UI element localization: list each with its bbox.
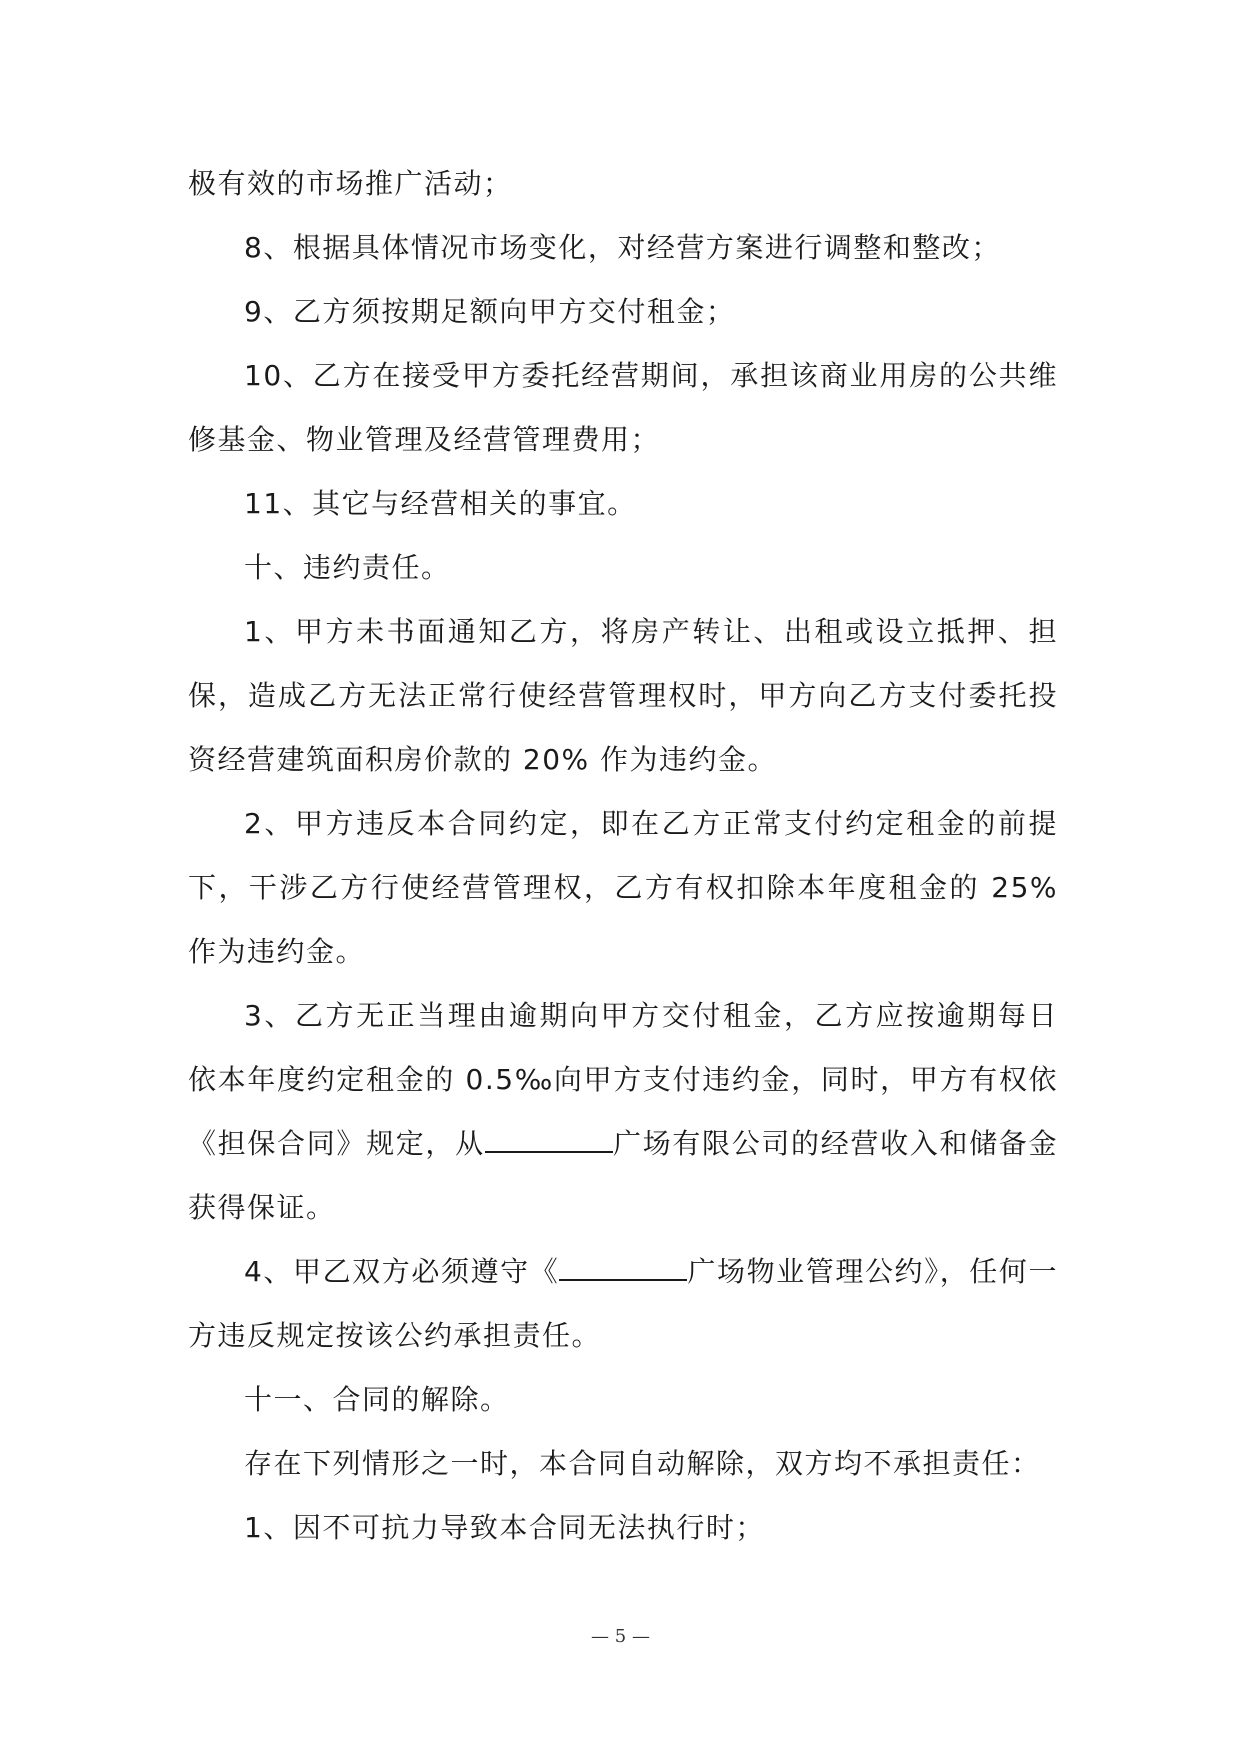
paragraph: 10、乙方在接受甲方委托经营期间，承担该商业用房的公共维修基金、物业管理及经营管理费用；	[188, 359, 1058, 456]
paragraph-text-before-blank: 3、乙方无正当理由逾期向甲方交付租金，乙方应按逾期每日依本年度约定租金的 0.5‰向甲方支付违约金，同时，甲方有权依《担保合同》规定，从	[188, 999, 1058, 1160]
paragraph: 存在下列情形之一时，本合同自动解除，双方均不承担责任：	[244, 1447, 1041, 1480]
paragraph: 11、其它与经营相关的事宜。	[244, 487, 637, 520]
fill-in-blank	[559, 1255, 687, 1281]
paragraph: 1、甲方未书面通知乙方，将房产转让、出租或设立抵押、担保，造成乙方无法正常行使经营管理权时，甲方向乙方支付委托投资经营建筑面积房价款的 20% 作为违约金。	[188, 615, 1058, 776]
paragraph: 8、根据具体情况市场变化，对经营方案进行调整和整改；	[244, 231, 1001, 264]
fill-in-blank	[485, 1127, 613, 1153]
section-heading: 十、违约责任。	[244, 551, 451, 584]
section-heading: 十一、合同的解除。	[244, 1383, 510, 1416]
paragraph: 1、因不可抗力导致本合同无法执行时；	[244, 1511, 765, 1544]
paragraph-with-blank	[188, 1240, 1058, 1368]
paragraph-with-blank	[188, 984, 1058, 1240]
paragraph-text-after-blank: 广场有限公司的经营收入和储备金获得保证。	[188, 1127, 1058, 1224]
paragraph: 9、乙方须按期足额向甲方交付租金；	[244, 295, 736, 328]
paragraph-text-after-blank: 广场物业管理公约》，任何一方违反规定按该公约承担责任。	[188, 1255, 1058, 1352]
paragraph: 极有效的市场推广活动；	[188, 167, 513, 200]
page-number: — 5 —	[591, 1626, 650, 1647]
paragraph: 2、甲方违反本合同约定，即在乙方正常支付约定租金的前提下，干涉乙方行使经营管理权，乙方有权扣除本年度租金的 25%作为违约金。	[188, 807, 1058, 968]
document-body	[188, 152, 1058, 1560]
paragraph-text-before-blank: 4、甲乙双方必须遵守《	[244, 1255, 560, 1288]
